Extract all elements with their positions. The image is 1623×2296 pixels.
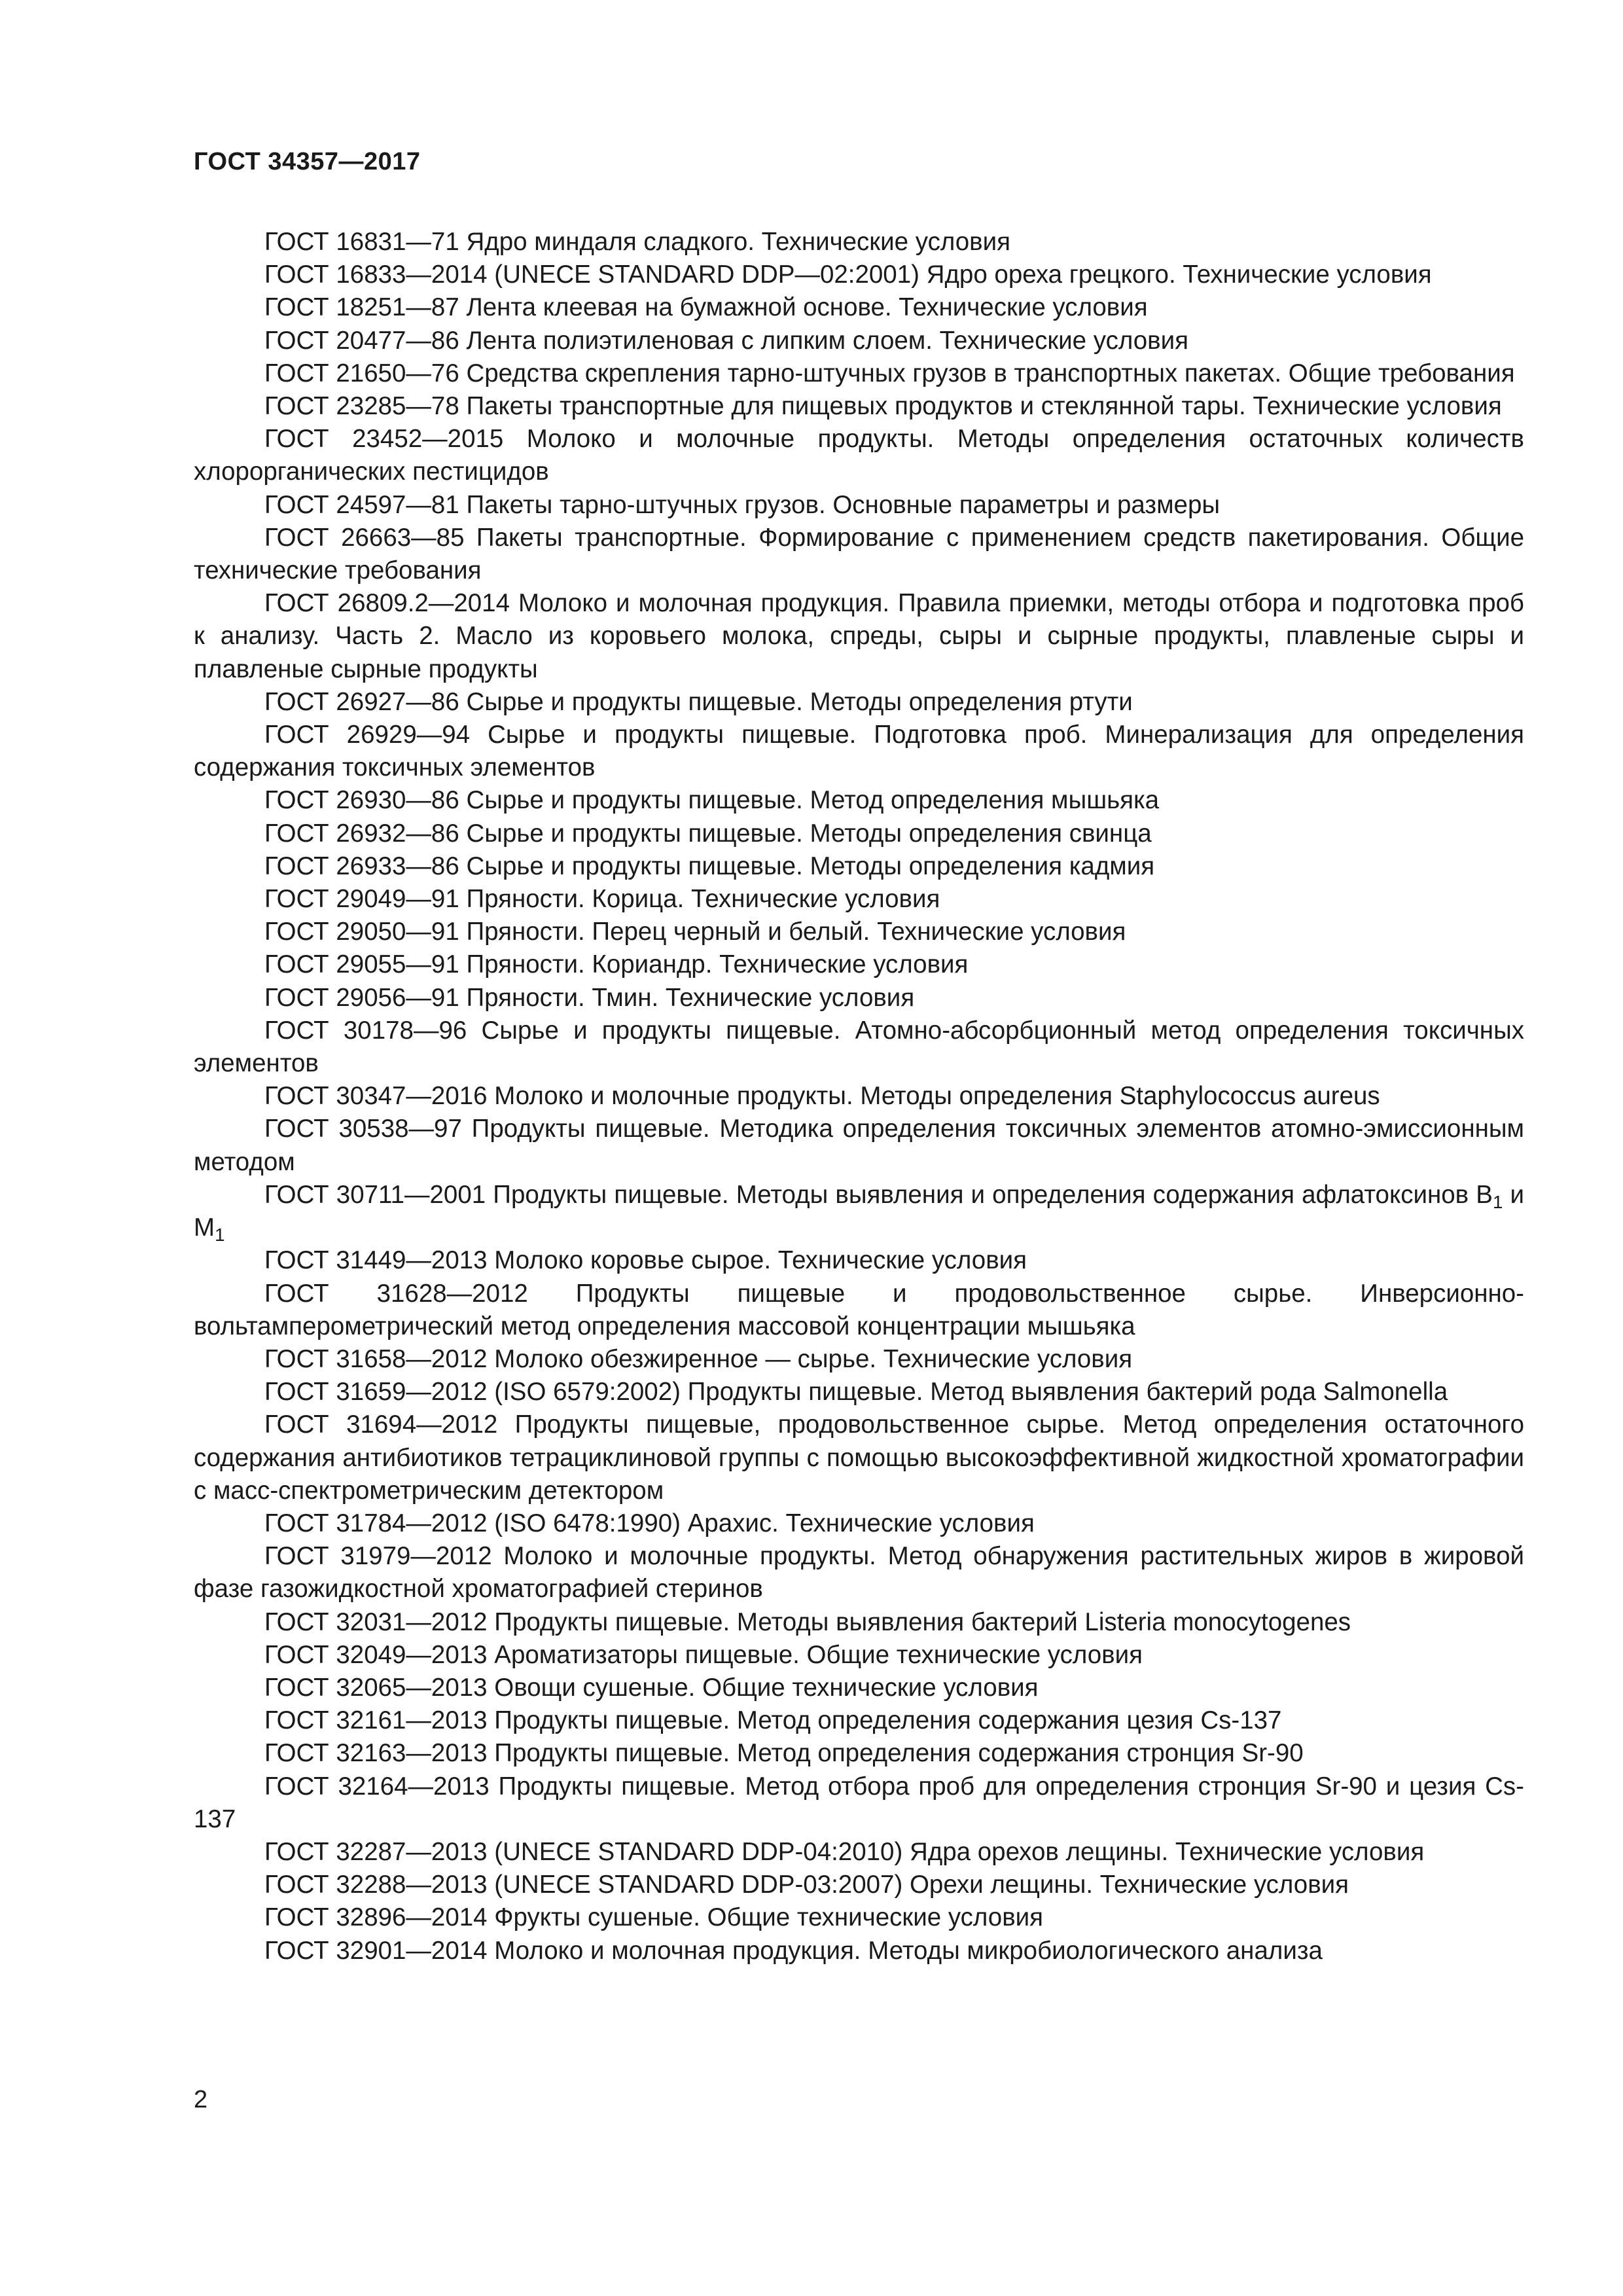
reference-item: ГОСТ 32287—2013 (UNECE STANDARD DDP-04:2010) Ядра орехов лещины. Технические условия [264,1837,1425,1866]
reference-item: ГОСТ 26663—85 Пакеты транспортные. Формирование с применением средств пакетирования. Общие технические требования [194,523,1524,585]
reference-item: ГОСТ 30178—96 Сырье и продукты пищевые. Атомно-абсорбционный метод определения токсичных элементов [194,1016,1524,1078]
reference-item: ГОСТ 26933—86 Сырье и продукты пищевые. Методы определения кадмия [264,852,1155,880]
reference-item: ГОСТ 31449—2013 Молоко коровье сырое. Технические условия [264,1246,1027,1275]
reference-item: ГОСТ 16833—2014 (UNECE STANDARD DDP—02:2001) Ядро ореха грецкого. Технические условия [264,260,1432,289]
reference-item: ГОСТ 31658—2012 Молоко обезжиренное — сырье. Технические условия [264,1344,1133,1373]
reference-item: ГОСТ 23285—78 Пакеты транспортные для пищевых продуктов и стеклянной тары. Технические условия [264,392,1502,421]
reference-item: ГОСТ 20477—86 Лента полиэтиленовая с липким слоем. Технические условия [264,326,1188,355]
reference-item: ГОСТ 26927—86 Сырье и продукты пищевые. Методы определения ртути [264,687,1133,716]
reference-item: ГОСТ 31694—2012 Продукты пищевые, продовольственное сырье. Метод определения остаточного содержания антибиотиков тетрациклиновой группы с помощью высокоэффективной жидкостной хроматографии с масс-спектрометрическим детектором [194,1410,1524,1505]
aflatoxin-middle: и M [194,1180,1524,1242]
reference-item: ГОСТ 32896—2014 Фрукты сушеные. Общие технические условия [264,1903,1044,1932]
reference-item: ГОСТ 32049—2013 Ароматизаторы пищевые. Общие технические условия [264,1640,1143,1669]
reference-item-aflatoxin [194,1179,1524,1244]
normative-references-list [194,226,1524,1967]
reference-item: ГОСТ 31628—2012 Продукты пищевые и продовольственное сырье. Инверсионно-вольтамперометрический метод определения массовой концентрации мышьяка [194,1279,1524,1340]
reference-item: ГОСТ 24597—81 Пакеты тарно-штучных грузов. Основные параметры и размеры [264,490,1221,519]
reference-item: ГОСТ 18251—87 Лента клеевая на бумажной основе. Технические условия [264,293,1148,322]
reference-item: ГОСТ 31784—2012 (ISO 6478:1990) Арахис. Технические условия [264,1509,1035,1537]
reference-item: ГОСТ 32164—2013 Продукты пищевые. Метод отбора проб для определения стронция Sr-90 и цезия Cs-137 [194,1772,1524,1833]
aflatoxin-text: ГОСТ 30711—2001 Продукты пищевые. Методы выявления и определения содержания афлатоксинов B [264,1180,1493,1209]
subscript-2: 1 [215,1224,225,1245]
reference-item: ГОСТ 32161—2013 Продукты пищевые. Метод определения содержания цезия Cs-137 [264,1706,1282,1735]
reference-item: ГОСТ 21650—76 Средства скрепления тарно-штучных грузов в транспортных пакетах. Общие требования [264,359,1515,387]
reference-item: ГОСТ 32901—2014 Молоко и молочная продукция. Методы микробиологического анализа [264,1936,1323,1965]
page-number: 2 [194,2086,208,2113]
reference-item: ГОСТ 29055—91 Пряности. Кориандр. Технические условия [264,950,969,979]
reference-item: ГОСТ 26930—86 Сырье и продукты пищевые. Метод определения мышьяка [264,786,1160,815]
reference-item: ГОСТ 32163—2013 Продукты пищевые. Метод определения содержания стронция Sr-90 [264,1739,1304,1768]
reference-item: ГОСТ 32065—2013 Овощи сушеные. Общие технические условия [264,1673,1039,1702]
reference-item: ГОСТ 29056—91 Пряности. Тмин. Технические условия [264,983,915,1012]
reference-item: ГОСТ 32288—2013 (UNECE STANDARD DDP-03:2007) Орехи лещины. Технические условия [264,1871,1349,1899]
document-header: ГОСТ 34357—2017 [194,148,421,175]
reference-item: ГОСТ 31979—2012 Молоко и молочные продукты. Метод обнаружения растительных жиров в жировой фазе газожидкостной хроматографией стеринов [194,1542,1524,1604]
reference-item: ГОСТ 30538—97 Продукты пищевые. Методика определения токсичных элементов атомно-эмиссионным методом [194,1115,1524,1176]
subscript-1: 1 [1492,1191,1503,1212]
reference-item: ГОСТ 30347—2016 Молоко и молочные продукты. Методы определения Staphylococcus aureus [264,1082,1380,1111]
reference-item: ГОСТ 31659—2012 (ISO 6579:2002) Продукты пищевые. Метод выявления бактерий рода Salmonella [264,1378,1448,1407]
reference-item: ГОСТ 26929—94 Сырье и продукты пищевые. Подготовка проб. Минерализация для определения содержания токсичных элементов [194,721,1524,782]
reference-item: ГОСТ 32031—2012 Продукты пищевые. Методы выявления бактерий Listeria monocytogenes [264,1607,1351,1636]
reference-item: ГОСТ 16831—71 Ядро миндаля сладкого. Технические условия [264,228,1010,256]
reference-item: ГОСТ 26809.2—2014 Молоко и молочная продукция. Правила приемки, методы отбора и подготовка проб к анализу. Часть 2. Масло из коровьего молока, спреды, сыры и сырные продукты, плавленые сыры и плавленые сырные продукты [194,589,1524,683]
reference-item: ГОСТ 29050—91 Пряности. Перец черный и белый. Технические условия [264,918,1126,946]
reference-item: ГОСТ 23452—2015 Молоко и молочные продукты. Методы определения остаточных количеств хлорорганических пестицидов [194,425,1524,486]
reference-item: ГОСТ 26932—86 Сырье и продукты пищевые. Методы определения свинца [264,819,1152,848]
reference-item: ГОСТ 29049—91 Пряности. Корица. Технические условия [264,885,940,914]
